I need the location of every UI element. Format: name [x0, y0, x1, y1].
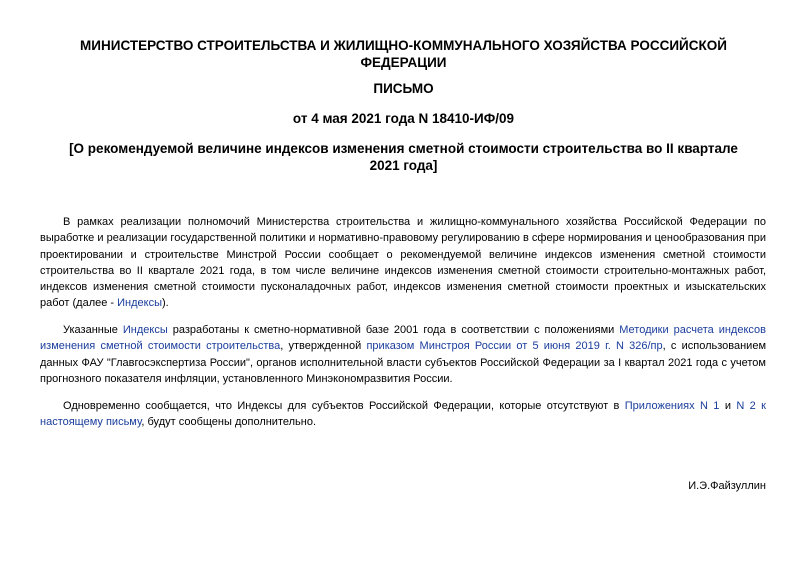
appendix-1-link[interactable]: Приложениях N 1	[624, 400, 720, 412]
paragraph-2-text-3: , утвержденной	[280, 340, 367, 353]
indexes-link-2[interactable]: Индексы	[122, 324, 168, 336]
paragraph-3-text-3: , будут сообщены дополнительно.	[141, 416, 317, 429]
methodology-link[interactable]: Методики расчета индексов изменения сметной стоимости строительства	[40, 324, 766, 353]
paragraph-1-text: В рамках реализации полномочий Министерства строительства и жилищно-коммунального хозяйства Российской Федерации по выработке и реализации государственной политики и нормативно-правовому регулированию в сфере нормирования и ценообразования при проектировании и строительстве Минстрой России сообщает о рекомендуемой величине индексов изменения сметной стоимости строительства во II квартале 2021 года, в том числе величине индексов изменения сметной стоимости строительно-монтажных работ, индексов изменения сметной стоимости пусконаладочных работ, индексов изменения сметной стоимости проектных и изыскательских работ (далее -	[40, 216, 766, 310]
paragraph-3	[40, 398, 766, 431]
paragraph-2-text-2: разработаны к сметно-нормативной базе 2001 года в соответствии с положениями	[167, 324, 620, 336]
paragraph-2-text-4: , с использованием данных ФАУ "Главгосэкспертиза России", органов исполнительной власти субъектов Российской Федерации за I квартал 2021 года с учетом прогнозного показателя инфляции, установленного Минэкономразвития России.	[40, 340, 767, 385]
paragraph-3-text-1: Одновременно сообщается, что Индексы для субъектов Российской Федерации, которые отсутствуют в	[63, 400, 625, 412]
paragraph-1-tail: ).	[162, 297, 169, 310]
indexes-link[interactable]: Индексы	[117, 297, 162, 310]
signature: И.Э.Файзуллин	[688, 480, 766, 492]
paragraph-1	[40, 214, 766, 312]
document-date-number: от 4 мая 2021 года N 18410-ИФ/09	[292, 111, 515, 126]
document-type: ПИСЬМО	[373, 81, 434, 96]
paragraph-2	[40, 322, 766, 387]
ministry-title: МИНИСТЕРСТВО СТРОИТЕЛЬСТВА И ЖИЛИЩНО-КОММУНАЛЬНОГО ХОЗЯЙСТВА РОССИЙСКОЙ ФЕДЕРАЦИИ	[80, 38, 727, 70]
order-link[interactable]: приказом Минстроя России от 5 июня 2019 г. N 326/пр	[366, 340, 663, 353]
paragraph-3-text-2: и	[719, 400, 737, 412]
document-subject: [О рекомендуемой величине индексов изменения сметной стоимости строительства во II квартале 2021 года]	[69, 141, 738, 173]
paragraph-2-text-1: Указанные	[63, 324, 123, 336]
appendix-2-link[interactable]: N 2 к настоящему письму	[40, 400, 766, 429]
